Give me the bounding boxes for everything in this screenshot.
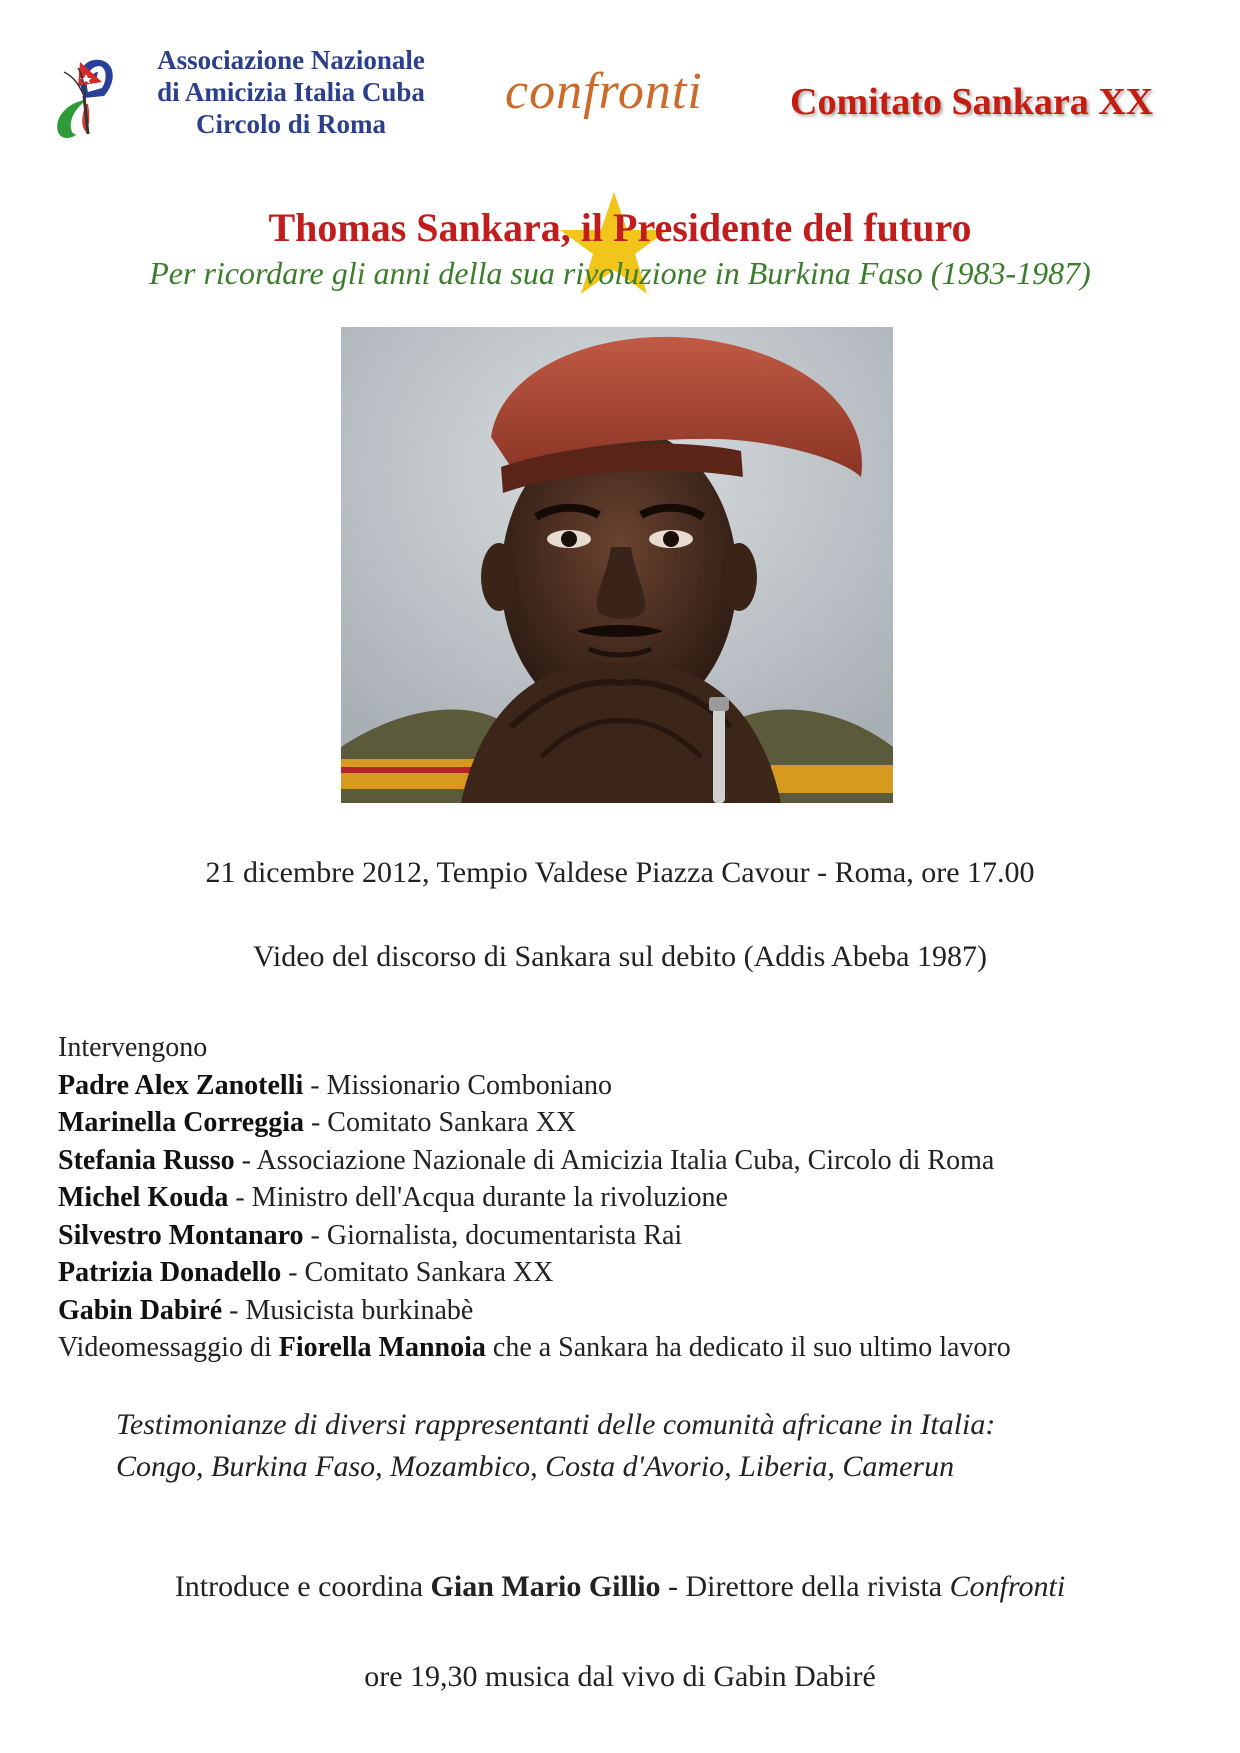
speaker-item xyxy=(58,1217,1218,1255)
music-line: ore 19,30 musica dal vivo di Gabin Dabiré xyxy=(364,1660,876,1693)
video-message-name: Fiorella Mannoia xyxy=(278,1332,486,1363)
speaker-item xyxy=(58,1067,1218,1105)
intro-prefix: Introduce e coordina xyxy=(174,1570,431,1603)
event-subtitle: Per ricordare gli anni della sua rivoluzione in Burkina Faso (1983-1987) xyxy=(149,255,1091,291)
org-line-1: Associazione Nazionale xyxy=(157,45,425,75)
speaker-role: - Giornalista, documentarista Rai xyxy=(303,1219,683,1251)
speaker-name: Padre Alex Zanotelli xyxy=(58,1069,304,1101)
intro-line xyxy=(0,1570,1240,1604)
speaker-item xyxy=(58,1179,1218,1217)
speaker-name: Silvestro Montanaro xyxy=(58,1219,304,1251)
speaker-item xyxy=(58,1254,1218,1292)
event-date-place: 21 dicembre 2012, Tempio Valdese Piazza Cavour - Roma, ore 17.00 xyxy=(205,856,1035,889)
speaker-name: Michel Kouda xyxy=(58,1182,229,1213)
magazine-name: Confronti xyxy=(949,1570,1066,1603)
speaker-role: - Missionario Comboniano xyxy=(303,1069,613,1101)
speaker-item xyxy=(58,1104,1218,1142)
video-message-suffix: che a Sankara ha dedicato il suo ultimo lavoro xyxy=(485,1332,1011,1363)
speaker-role: - Ministro dell'Acqua durante la rivoluzione xyxy=(228,1182,728,1213)
speaker-item xyxy=(58,1292,1218,1330)
testimonianze-line-2: Congo, Burkina Faso, Mozambico, Costa d'Avorio, Liberia, Camerun xyxy=(116,1450,955,1483)
testimonianze-block xyxy=(116,1404,1216,1488)
org-line-3: Circolo di Roma xyxy=(196,109,386,139)
event-title: Thomas Sankara, il Presidente del futuro xyxy=(268,205,972,250)
butterfly-logo-icon xyxy=(44,52,132,148)
confronti-logo: confronti xyxy=(505,63,703,120)
speaker-name: Gabin Dabiré xyxy=(58,1294,223,1326)
intro-middle: - Direttore della rivista xyxy=(660,1570,950,1603)
speaker-role: - Comitato Sankara XX xyxy=(303,1107,577,1138)
speaker-role: - Comitato Sankara XX xyxy=(281,1257,554,1288)
organization-name xyxy=(136,44,446,140)
moderator-name: Gian Mario Gillio xyxy=(430,1570,661,1603)
comitato-sankara-logo: Comitato Sankara XX xyxy=(790,81,1154,123)
event-video: Video del discorso di Sankara sul debito (Addis Abeba 1987) xyxy=(253,940,987,973)
speakers-heading: Intervengono xyxy=(58,1032,208,1063)
video-message xyxy=(58,1329,1218,1367)
speaker-item xyxy=(58,1142,1218,1180)
speaker-name: Stefania Russo xyxy=(58,1144,235,1176)
speaker-role: - Musicista burkinabè xyxy=(222,1294,474,1326)
testimonianze-line-1: Testimonianze di diversi rappresentanti delle comunità africane in Italia: xyxy=(116,1408,996,1441)
speaker-name: Marinella Correggia xyxy=(58,1107,304,1138)
org-line-2: di Amicizia Italia Cuba xyxy=(157,77,425,107)
sankara-portrait xyxy=(341,327,893,803)
speaker-role: - Associazione Nazionale di Amicizia Italia Cuba, Circolo di Roma xyxy=(234,1144,995,1176)
speakers-list xyxy=(58,1029,1218,1367)
speaker-name: Patrizia Donadello xyxy=(58,1257,282,1288)
video-message-prefix: Videomessaggio di xyxy=(58,1332,279,1363)
